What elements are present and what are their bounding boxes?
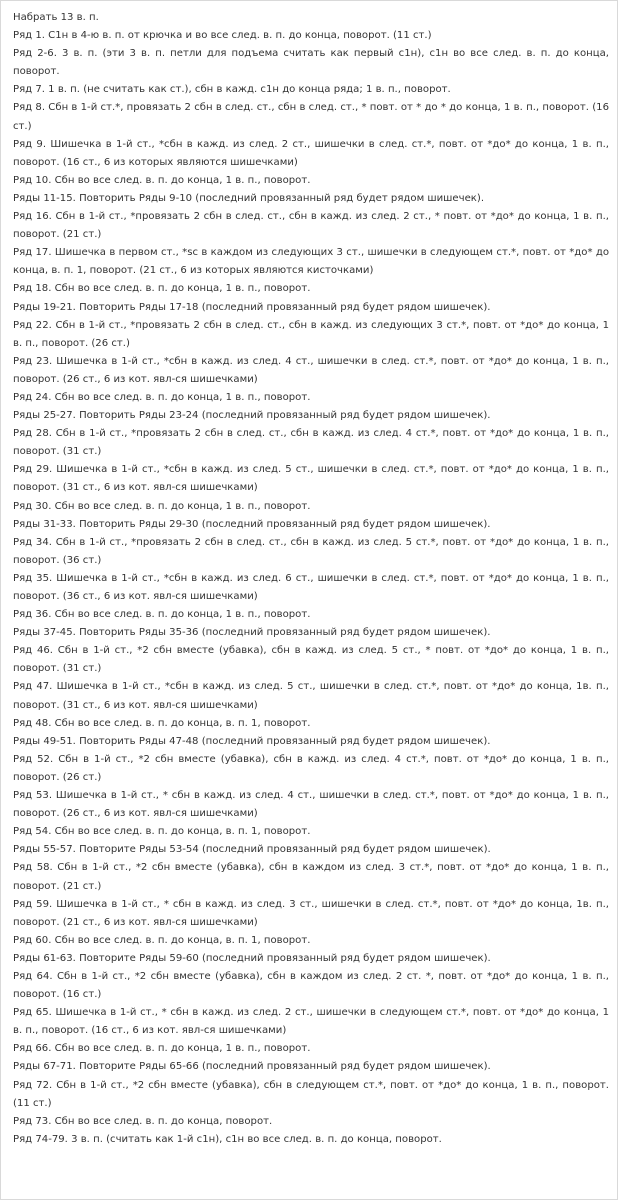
pattern-row-line: Ряд 73. Сбн во все след. в. п. до конца, поворот. xyxy=(13,1115,273,1127)
pattern-row-line: Ряд 53. Шишечка в 1-й ст., * сбн в кажд. из след. 4 ст., шишечки в след. ст.*, повт. от *до* до конца, 1 в. п., поворот. (26 ст., 6 из кот. явл-ся шишечками) xyxy=(13,790,609,820)
pattern-row-line: Ряды 49-51. Повторить Ряды 47-48 (последний провязанный ряд будет рядом шишечек). xyxy=(13,735,491,747)
pattern-row-line: Ряд 52. Сбн в 1-й ст., *2 сбн вместе (убавка), сбн в кажд. из след. 4 ст.*, повт. от *до* до конца, 1 в. п., поворот. (26 ст.) xyxy=(13,753,609,783)
pattern-row-line: Ряд 74-79. 3 в. п. (считать как 1-й с1н), с1н во все след. в. п. до конца, поворот. xyxy=(13,1133,442,1145)
pattern-row-line: Ряд 47. Шишечка в 1-й ст., *сбн в кажд. из след. 5 ст., шишечки в след. ст.*, повт. от *до* до конца, 1в. п., поворот. (31 ст., 6 из кот. явл-ся шишечками) xyxy=(13,681,609,711)
pattern-row-line: Ряд 24. Сбн во все след. в. п. до конца, 1 в. п., поворот. xyxy=(13,391,311,403)
pattern-row-line: Ряд 17. Шишечка в первом ст., *sc в каждом из следующих 3 ст., шишечки в следующем ст.*, повт. от *до* до конца, в. п. 1, поворот. (21 ст., 6 из которых являются кисточками) xyxy=(13,247,609,277)
pattern-row-line: Ряд 60. Сбн во все след. в. п. до конца, в. п. 1, поворот. xyxy=(13,934,311,946)
pattern-row-line: Ряд 10. Сбн во все след. в. п. до конца, 1 в. п., поворот. xyxy=(13,174,311,186)
pattern-row-line: Ряд 8. Сбн в 1-й ст.*, провязать 2 сбн в след. ст., сбн в след. ст., * повт. от * до * до конца, 1 в. п., поворот. (16 ст.) xyxy=(13,102,609,132)
pattern-row-line: Ряд 2-6. 3 в. п. (эти 3 в. п. петли для подъема считать как первый с1н), с1н во все след. в. п. до конца, поворот. xyxy=(13,48,609,78)
pattern-row-line: Ряды 19-21. Повторить Ряды 17-18 (последний провязанный ряд будет рядом шишечек). xyxy=(13,301,491,313)
pattern-row-line: Ряды 55-57. Повторите Ряды 53-54 (последний провязанный ряд будет рядом шишечек). xyxy=(13,844,491,856)
pattern-row-line: Ряды 37-45. Повторить Ряды 35-36 (последний провязанный ряд будет рядом шишечек). xyxy=(13,627,491,639)
pattern-row-line: Ряд 22. Сбн в 1-й ст., *провязать 2 сбн в след. ст., сбн в кажд. из следующих 3 ст.*, повт. от *до* до конца, 1 в. п., поворот. (26 ст.) xyxy=(13,319,609,349)
pattern-row-line: Ряды 31-33. Повторить Ряды 29-30 (последний провязанный ряд будет рядом шишечек). xyxy=(13,518,491,530)
pattern-row-line: Ряд 18. Сбн во все след. в. п. до конца, 1 в. п., поворот. xyxy=(13,283,311,295)
pattern-row-line: Ряд 9. Шишечка в 1-й ст., *сбн в кажд. из след. 2 ст., шишечки в след. ст.*, повт. от *до* до конца, 1 в. п., поворот. (16 ст., 6 из которых являются шишечками) xyxy=(13,138,609,168)
pattern-row-line: Ряд 46. Сбн в 1-й ст., *2 сбн вместе (убавка), сбн в кажд. из след. 5 ст., * повт. от *до* до конца, 1 в. п., поворот. (31 ст.) xyxy=(13,645,609,675)
pattern-row-line: Ряд 54. Сбн во все след. в. п. до конца, в. п. 1, поворот. xyxy=(13,826,311,838)
pattern-row-line: Ряд 23. Шишечка в 1-й ст., *сбн в кажд. из след. 4 ст., шишечки в след. ст.*, повт. от *до* до конца, 1 в. п., поворот. (26 ст., 6 из кот. явл-ся шишечками) xyxy=(13,355,609,385)
pattern-row-line: Ряд 30. Сбн во все след. в. п. до конца, 1 в. п., поворот. xyxy=(13,500,311,512)
pattern-row-line: Ряды 11-15. Повторить Ряды 9-10 (последний провязанный ряд будет рядом шишечек). xyxy=(13,192,485,204)
pattern-row-line: Ряд 1. С1н в 4-ю в. п. от крючка и во все след. в. п. до конца, поворот. (11 ст.) xyxy=(13,30,432,42)
pattern-row-line: Набрать 13 в. п. xyxy=(13,12,99,23)
pattern-row-line: Ряд 64. Сбн в 1-й ст., *2 сбн вместе (убавка), сбн в каждом из след. 2 ст. *, повт. от *до* до конца, 1 в. п., поворот. (16 ст.) xyxy=(13,970,609,1001)
pattern-row-line: Ряд 59. Шишечка в 1-й ст., * сбн в кажд. из след. 3 ст., шишечки в след. ст.*, повт. от *до* до конца, 1в. п., поворот. (21 ст., 6 из кот. явл-ся шишечками) xyxy=(13,898,609,928)
pattern-row-line: Ряд 72. Сбн в 1-й ст., *2 сбн вместе (убавка), сбн в следующем ст.*, повт. от *до* до конца, 1 в. п., поворот. (11 ст.) xyxy=(13,1079,609,1109)
pattern-row-line: Ряды 67-71. Повторите Ряды 65-66 (последний провязанный ряд будет рядом шишечек). xyxy=(13,1061,491,1073)
pattern-row-line: Ряды 61-63. Повторите Ряды 59-60 (последний провязанный ряд будет рядом шишечек). xyxy=(13,952,491,964)
pattern-row-line: Ряд 34. Сбн в 1-й ст., *провязать 2 сбн в след. ст., сбн в кажд. из след. 5 ст.*, повт. от *до* до конца, 1 в. п., поворот. (36 ст.) xyxy=(13,536,609,566)
pattern-row-line: Ряд 48. Сбн во все след. в. п. до конца, в. п. 1, поворот. xyxy=(13,717,311,729)
pattern-lines xyxy=(13,9,609,1149)
pattern-row-line: Ряд 36. Сбн во все след. в. п. до конца, 1 в. п., поворот. xyxy=(13,609,311,621)
pattern-row-line: Ряды 25-27. Повторить Ряды 23-24 (последний провязанный ряд будет рядом шишечек). xyxy=(13,410,491,422)
pattern-row-line: Ряд 35. Шишечка в 1-й ст., *сбн в кажд. из след. 6 ст., шишечки в след. ст.*, повт. от *до* до конца, 1 в. п., поворот. (36 ст., 6 из кот. явл-ся шишечками) xyxy=(13,572,609,602)
pattern-row-line: Ряд 58. Сбн в 1-й ст., *2 сбн вместе (убавка), сбн в каждом из след. 3 ст.*, повт. от *до* до конца, 1 в. п., поворот. (21 ст.) xyxy=(13,862,609,892)
pattern-row-line: Ряд 28. Сбн в 1-й ст., *провязать 2 сбн в след. ст., сбн в кажд. из след. 4 ст.*, повт. от *до* до конца, 1 в. п., поворот. (31 ст.) xyxy=(13,428,609,458)
pattern-row-line: Ряд 16. Сбн в 1-й ст., *провязать 2 сбн в след. ст., сбн в кажд. из след. 2 ст., * повт. от *до* до конца, 1 в. п., поворот. (21 ст.) xyxy=(13,211,609,241)
pattern-row-line: Ряд 66. Сбн во все след. в. п. до конца, 1 в. п., поворот. xyxy=(13,1043,311,1055)
pattern-row-line: Ряд 7. 1 в. п. (не считать как ст.), сбн в кажд. с1н до конца ряда; 1 в. п., поворот. xyxy=(13,84,451,96)
pattern-row-line: Ряд 29. Шишечка в 1-й ст., *сбн в кажд. из след. 5 ст., шишечки в след. ст.*, повт. от *до* до конца, 1 в. п., поворот. (31 ст., 6 из кот. явл-ся шишечками) xyxy=(13,464,609,494)
pattern-row-line: Ряд 65. Шишечка в 1-й ст., * сбн в кажд. из след. 2 ст., шишечки в следующем ст.*, повт. от *до* до конца, 1 в. п., поворот. (16 ст., 6 из кот. явл-ся шишечками) xyxy=(13,1007,609,1037)
